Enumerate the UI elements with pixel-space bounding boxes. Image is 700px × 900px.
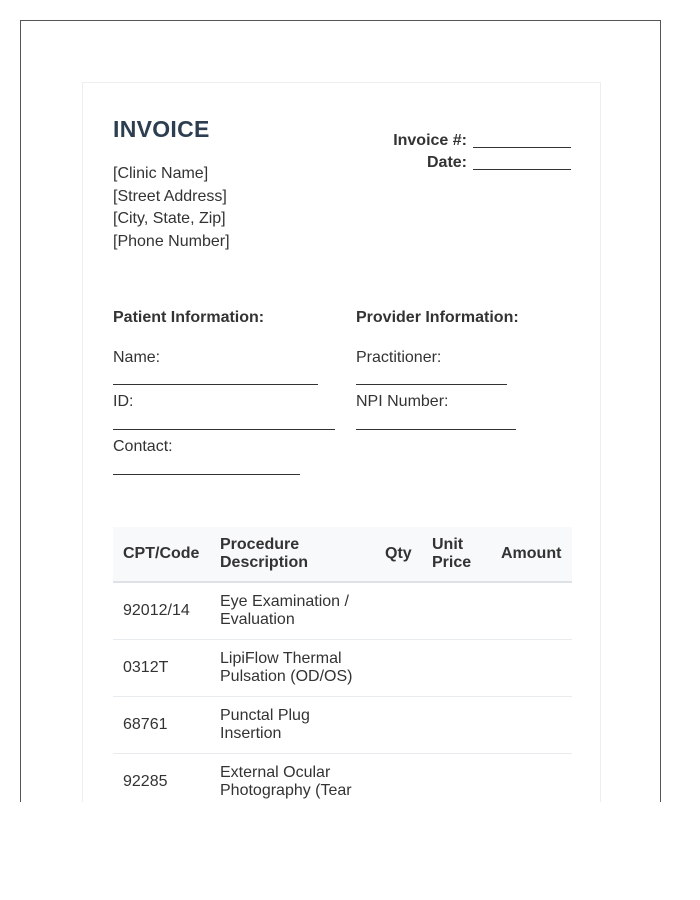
header-cpt-code: CPT/Code [113,527,210,582]
amount-cell [491,754,572,803]
procedures-table [113,527,572,802]
patient-id-line[interactable] [113,429,335,430]
invoice-meta [393,130,571,174]
invoice-number-blank[interactable] [473,131,571,148]
cpt-code-cell: 92012/14 [113,582,210,640]
cpt-code-cell: 0312T [113,640,210,697]
invoice-date-row [393,152,571,174]
practitioner-line[interactable] [356,384,507,385]
clinic-address-block [113,163,230,253]
amount-cell [491,697,572,754]
clinic-city-state-zip: [City, State, Zip] [113,210,226,227]
invoice-number-label: Invoice #: [393,132,467,149]
table-header-row [113,527,572,582]
npi-number-label: NPI Number: [356,393,449,410]
table-row [113,697,572,754]
qty-cell [375,640,422,697]
document-frame [20,20,661,802]
description-cell: External Ocular Photography (Tear [210,754,375,803]
invoice-number-row [393,130,571,152]
amount-cell [491,640,572,697]
qty-cell [375,582,422,640]
patient-id-label: ID: [113,393,134,410]
qty-cell [375,697,422,754]
cpt-code-cell: 68761 [113,697,210,754]
patient-info-heading: Patient Information: [113,309,265,326]
table-row [113,582,572,640]
patient-name-line[interactable] [113,384,318,385]
clinic-name: [Clinic Name] [113,165,209,182]
unit-price-cell [422,754,491,803]
table-row [113,640,572,697]
unit-price-cell [422,697,491,754]
patient-name-label: Name: [113,349,161,366]
unit-price-cell [422,582,491,640]
clinic-street-address: [Street Address] [113,187,227,205]
description-cell: LipiFlow Thermal Pulsation (OD/OS) [210,640,375,697]
invoice-sheet [82,82,601,802]
qty-cell [375,754,422,803]
invoice-title: INVOICE [113,116,210,142]
invoice-date-label: Date: [426,154,467,171]
clinic-phone-number: [Phone Number] [113,232,230,250]
invoice-date-blank[interactable] [473,153,571,170]
provider-info-heading: Provider Information: [356,309,519,326]
table-row [113,754,572,803]
header-qty: Qty [375,527,422,582]
description-cell: Punctal Plug Insertion [210,697,375,754]
unit-price-cell [422,640,491,697]
patient-contact-label: Contact: [113,438,173,455]
patient-contact-line[interactable] [113,474,300,475]
description-cell: Eye Examination / Evaluation [210,582,375,640]
cpt-code-cell: 92285 [113,754,210,803]
header-amount: Amount [491,527,572,582]
header-procedure-description: Procedure Description [210,527,375,582]
header-unit-price: Unit Price [422,527,491,582]
npi-number-line[interactable] [356,429,516,430]
practitioner-label: Practitioner: [356,349,442,366]
amount-cell [491,582,572,640]
